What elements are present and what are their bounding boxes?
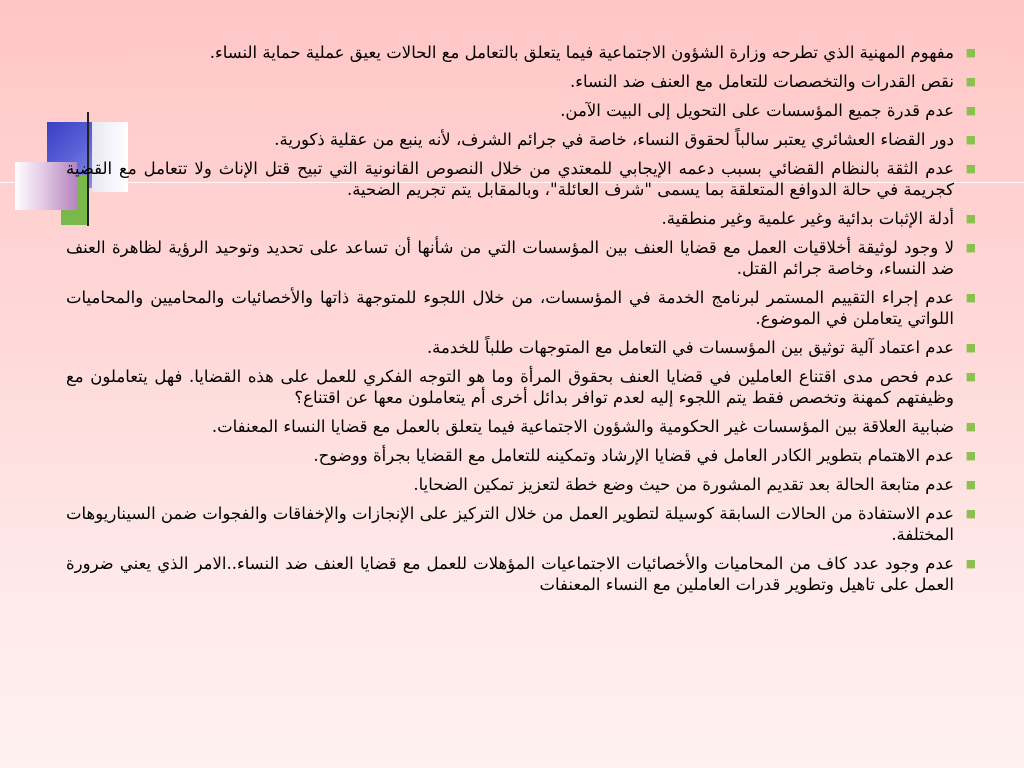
square-bullet-icon: ■ xyxy=(965,420,976,433)
square-bullet-icon: ■ xyxy=(965,370,976,383)
list-item-text: عدم الاهتمام بتطوير الكادر العامل في قضايا الإرشاد وتمكينه للتعامل مع القضايا بجرأة ووضوح. xyxy=(313,446,954,465)
bullet-list-container xyxy=(66,42,976,603)
list-item-text: مفهوم المهنية الذي تطرحه وزارة الشؤون الاجتماعية فيما يتعلق بالتعامل مع الحالات يعيق عملية حماية النساء. xyxy=(209,43,954,62)
square-bullet-icon: ■ xyxy=(965,241,976,254)
list-item xyxy=(66,337,976,358)
list-item xyxy=(66,42,976,63)
list-item-text: عدم الاستفادة من الحالات السابقة كوسيلة لتطوير العمل من خلال التركيز على الإنجازات والإخفاقات والفجوات ضمن السيناريوهات المختلفة. xyxy=(66,504,954,544)
square-bullet-icon: ■ xyxy=(965,449,976,462)
square-bullet-icon: ■ xyxy=(965,291,976,304)
list-item-text: عدم وجود عدد كاف من المحاميات والأخصائيات الاجتماعيات المؤهلات للعمل مع قضايا العنف ضد النساء..الامر الذي يعني ضرورة العمل على تاهيل وتطوير قدرات العاملين مع النساء المعنفات xyxy=(66,554,954,594)
list-item-text: عدم قدرة جميع المؤسسات على التحويل إلى البيت الآمن. xyxy=(560,101,954,120)
square-bullet-icon: ■ xyxy=(965,75,976,88)
list-item-text: عدم اعتماد آلية توثيق بين المؤسسات في التعامل مع المتوجهات طلباً للخدمة. xyxy=(426,338,954,357)
list-item xyxy=(66,445,976,466)
square-bullet-icon: ■ xyxy=(965,557,976,570)
bullet-list xyxy=(66,42,976,595)
list-item-text: عدم الثقة بالنظام القضائي بسبب دعمه الإيجابي للمعتدي من خلال النصوص القانونية التي تبيح قتل الإناث ولا تتعامل مع القضية كجريمة في حالة الدوافع المتعلقة بما يسمى "شرف العائلة"، وبالمقابل يتم تجريم الضحية. xyxy=(66,159,954,199)
square-bullet-icon: ■ xyxy=(965,133,976,146)
list-item xyxy=(66,158,976,200)
list-item-text: لا وجود لوثيقة أخلاقيات العمل مع قضايا العنف بين المؤسسات التي من شأنها أن تساعد على تحديد وتوحيد الرؤية لظاهرة العنف ضد النساء، وخاصة جرائم القتل. xyxy=(66,238,954,278)
list-item xyxy=(66,71,976,92)
square-bullet-icon: ■ xyxy=(965,341,976,354)
list-item-text: ضبابية العلاقة بين المؤسسات غير الحكومية والشؤون الاجتماعية فيما يتعلق بالعمل مع قضايا النساء المعنفات. xyxy=(211,417,954,436)
list-item xyxy=(66,237,976,279)
list-item xyxy=(66,208,976,229)
list-item-text: دور القضاء العشائري يعتبر سالباً لحقوق النساء، خاصة في جرائم الشرف، لأنه ينبع من عقلية ذكورية. xyxy=(274,130,954,149)
list-item-text: عدم فحص مدى اقتناع العاملين في قضايا العنف بحقوق المرأة وما هو التوجه الفكري للعمل على هذه القضايا. فهل يتعاملون مع وظيفتهم كمهنة وتخصص فقط يتم اللجوء إليه لعدم توافر بدائل أخرى أم يتعاملون معها عن اقتناع؟ xyxy=(66,367,954,407)
square-bullet-icon: ■ xyxy=(965,507,976,520)
list-item xyxy=(66,416,976,437)
list-item-text: نقص القدرات والتخصصات للتعامل مع العنف ضد النساء. xyxy=(569,72,954,91)
square-bullet-icon: ■ xyxy=(965,212,976,225)
list-item xyxy=(66,474,976,495)
list-item xyxy=(66,366,976,408)
list-item-text: عدم متابعة الحالة بعد تقديم المشورة من حيث وضع خطة لتعزيز تمكين الضحايا. xyxy=(413,475,954,494)
list-item xyxy=(66,129,976,150)
list-item xyxy=(66,287,976,329)
square-bullet-icon: ■ xyxy=(965,104,976,117)
square-bullet-icon: ■ xyxy=(965,46,976,59)
list-item xyxy=(66,553,976,595)
list-item-text: أدلة الإثبات بدائية وغير علمية وغير منطقية. xyxy=(661,209,954,228)
square-bullet-icon: ■ xyxy=(965,478,976,491)
list-item xyxy=(66,503,976,545)
square-bullet-icon: ■ xyxy=(965,162,976,175)
list-item xyxy=(66,100,976,121)
list-item-text: عدم إجراء التقييم المستمر لبرنامج الخدمة في المؤسسات، من خلال اللجوء للمتوجهة ذاتها والأخصائيات والمحاميين والمحاميات اللواتي يتعاملن في الموضوع. xyxy=(66,288,954,328)
